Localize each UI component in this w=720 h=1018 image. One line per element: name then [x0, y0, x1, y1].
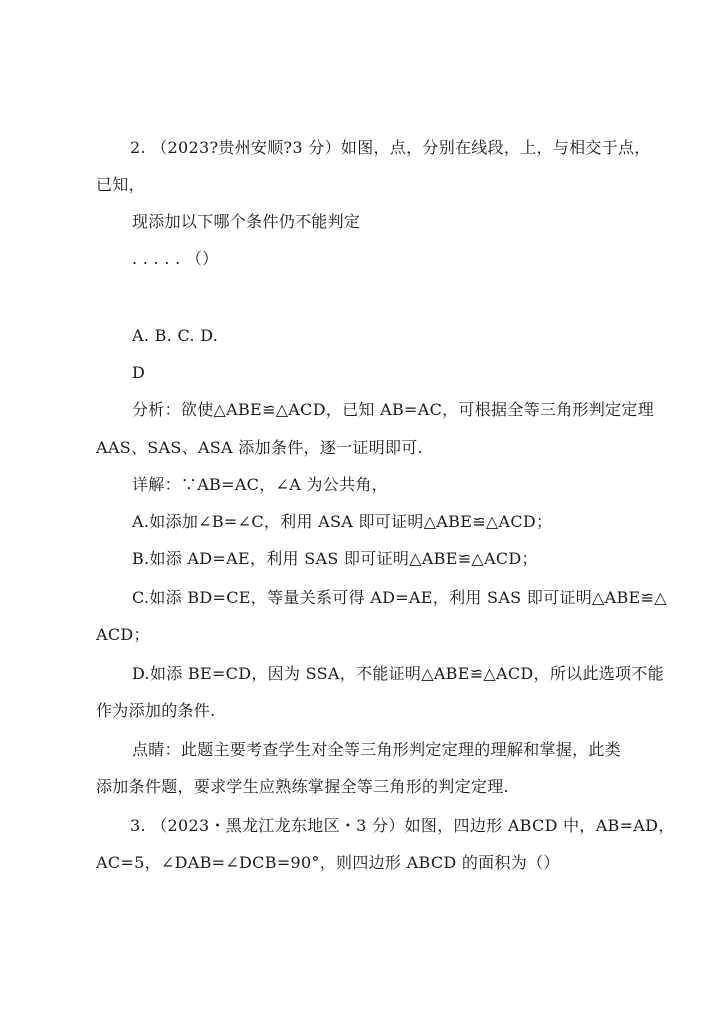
- question-2-answer-blank: . . . . . （）: [132, 249, 219, 268]
- analysis-line-1: 分析：欲使△ABE≌△ACD，已知 AB=AC，可根据全等三角形判定定理: [132, 400, 655, 419]
- question-2-stem-line-2: 已知，: [96, 175, 145, 194]
- question-2-stem-line-1: 2. （2023?贵州安顺?3 分）如图，点，分别在线段，上，与相交于点，: [130, 138, 651, 157]
- comment-line-2: 添加条件题，要求学生应熟练掌握全等三角形的判定定理.: [96, 777, 509, 796]
- detail-line-1: 详解：∵AB=AC，∠A 为公共角，: [132, 475, 388, 494]
- detail-option-c-line-1: C.如添 BD=CE，等量关系可得 AD=AE，利用 SAS 即可证明△ABE≌△: [132, 588, 667, 607]
- analysis-line-2: AAS、SAS、ASA 添加条件，逐一证明即可.: [96, 438, 423, 457]
- detail-option-c-line-2: ACD；: [96, 625, 150, 644]
- question-2-stem-line-3: 现添加以下哪个条件仍不能判定: [132, 212, 361, 231]
- question-3-stem-line-1: 3. （2023・黑龙江龙东地区・3 分）如图，四边形 ABCD 中，AB=AD，: [130, 816, 675, 835]
- question-2-answer: D: [132, 363, 146, 382]
- question-2-options: A. B. C. D.: [132, 326, 219, 345]
- detail-option-d-line-1: D.如添 BE=CD，因为 SSA，不能证明△ABE≌△ACD，所以此选项不能: [132, 664, 664, 683]
- detail-option-a: A.如添加∠B=∠C，利用 ASA 即可证明△ABE≌△ACD；: [132, 512, 553, 531]
- detail-option-d-line-2: 作为添加的条件.: [96, 701, 216, 720]
- comment-line-1: 点睛：此题主要考查学生对全等三角形判定定理的理解和掌握，此类: [132, 740, 622, 759]
- detail-option-b: B.如添 AD=AE，利用 SAS 即可证明△ABE≌△ACD；: [132, 549, 538, 568]
- question-3-stem-line-2: AC=5，∠DAB=∠DCB=90°，则四边形 ABCD 的面积为（）: [96, 853, 560, 872]
